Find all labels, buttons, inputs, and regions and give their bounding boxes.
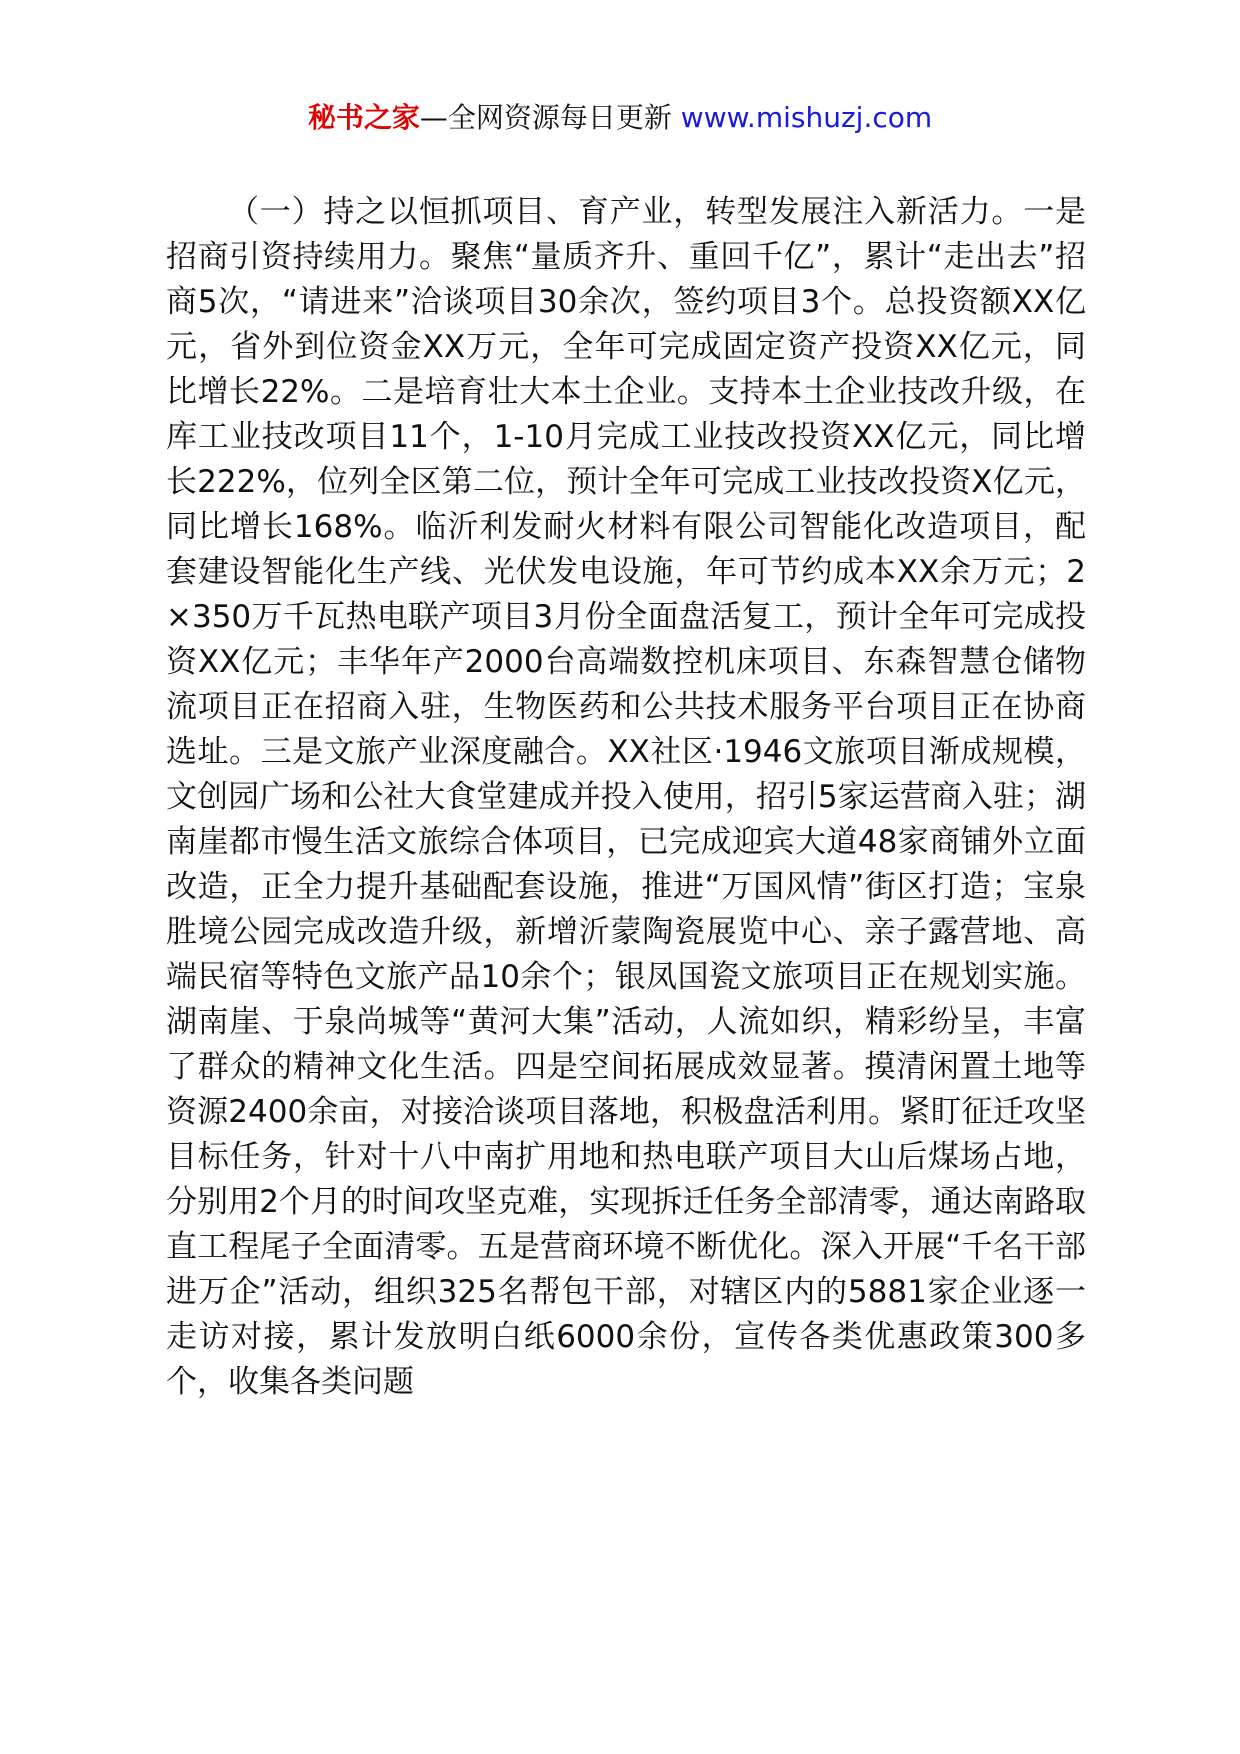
site-brand: 秘书之家 xyxy=(307,101,420,134)
document-paragraph: （一）持之以恒抓项目、育产业，转型发展注入新活力。一是招商引资持续用力。聚焦“量质齐升、重回千亿”，累计“走出去”招商5次，“请进来”洽谈项目30余次，签约项目3个。总投资额XX亿元，省外到位资金XX万元，全年可完成固定资产投资XX亿元，同比增长22%。二是培育壮大本土企业。支持本土企业技改升级，在库工业技改项目11个，1-10月完成工业技改投资XX亿元，同比增长222%，位列全区第二位，预计全年可完成工业技改投资X亿元，同比增长168%。临沂利发耐火材料有限公司智能化改造项目，配套建设智能化生产线、光伏发电设施，年可节约成本XX余万元；2×350万千瓦热电联产项目3月份全面盘活复工，预计全年可完成投资XX亿元；丰华年产2000台高端数控机床项目、东森智慧仓储物流项目正在招商入驻，生物医药和公共技术服务平台项目正在协商选址。三是文旅产业深度融合。XX社区·1946文旅项目渐成规模，文创园广场和公社大食堂建成并投入使用，招引5家运营商入驻；湖南崖都市慢生活文旅综合体项目，已完成迎宾大道48家商铺外立面改造，正全力提升基础配套设施，推进“万国风情”街区打造；宝泉胜境公园完成改造升级，新增沂蒙陶瓷展览中心、亲子露营地、高端民宿等特色文旅产品10余个；银凤国瓷文旅项目正在规划实施。湖南崖、于泉尚城等“黄河大集”活动，人流如织，精彩纷呈，丰富了群众的精神文化生活。四是空间拓展成效显著。摸清闲置土地等资源2400余亩，对接洽谈项目落地，积极盘活利用。紧盯征迁攻坚目标任务，针对十八中南扩用地和热电联产项目大山后煤场占地，分别用2个月的时间攻坚克难，实现拆迁任务全部清零，通达南路取直工程尾子全面清零。五是营商环境不断优化。深入开展“千名干部进万企”活动，组织325名帮包干部，对辖区内的5881家企业逐一走访对接，累计发放明白纸6000余份，宣传各类优惠政策300多个，收集各类问题 xyxy=(166,194,1086,1400)
site-slogan: —全网资源每日更新 xyxy=(419,101,672,134)
site-url-link[interactable]: www.mishuzj.com xyxy=(680,101,933,134)
site-header xyxy=(0,98,1240,138)
